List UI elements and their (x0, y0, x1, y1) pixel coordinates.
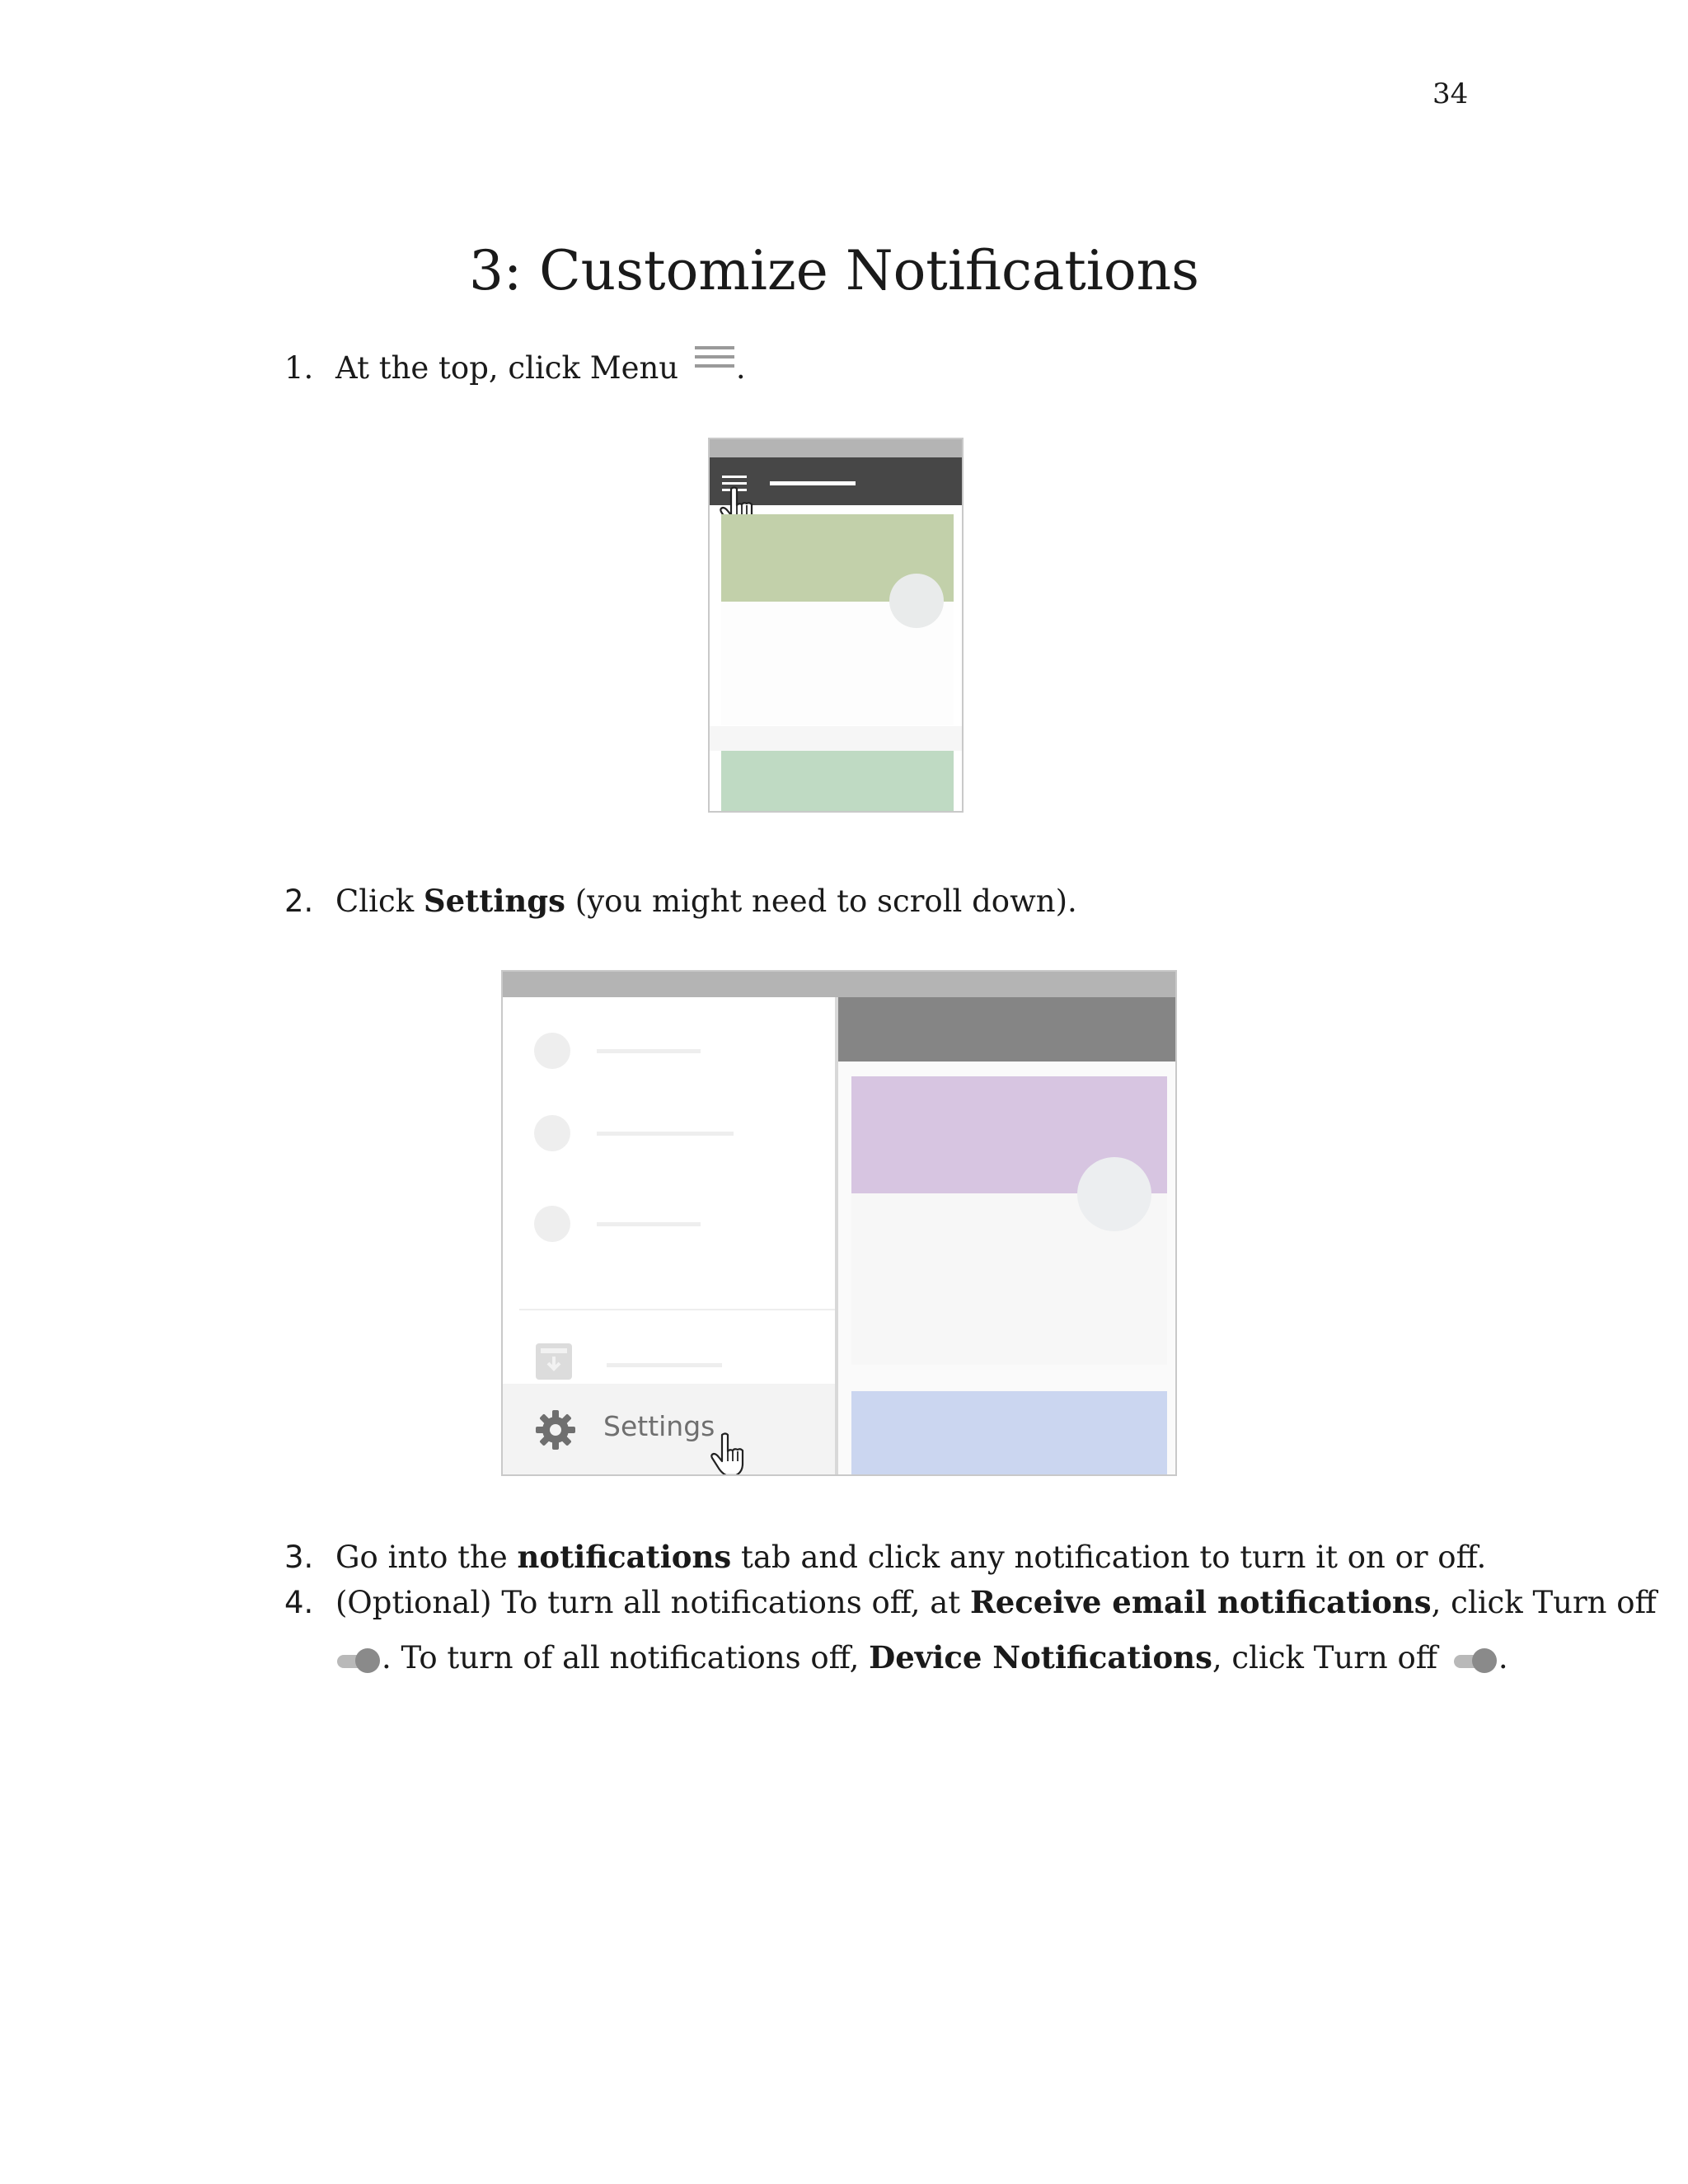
step-number: 1. (284, 350, 314, 386)
step-text-end: . (1498, 1640, 1508, 1675)
drawer-item-label (597, 1049, 701, 1053)
step-number: 2. (284, 883, 314, 919)
step-text: . To turn of all notifications off, (382, 1640, 860, 1675)
gear-icon (534, 1408, 577, 1455)
menu-screenshot (708, 438, 964, 813)
drawer-item-label (607, 1363, 722, 1367)
page-title: 3: Customize Notifications (468, 239, 1200, 302)
background-app-pane (838, 997, 1177, 1476)
step-text: Go into the (335, 1540, 508, 1575)
step-4 (284, 1580, 1657, 1680)
step-text-end: . (735, 350, 746, 386)
step-3 (284, 1535, 1486, 1580)
card-gap (710, 726, 962, 751)
archive-icon (534, 1342, 574, 1385)
settings-screenshot (501, 970, 1177, 1476)
settings-label: Settings (603, 1410, 715, 1442)
hand-cursor-icon (710, 1432, 750, 1476)
step-1 (284, 346, 746, 393)
step-text: , click Turn off (1431, 1585, 1657, 1620)
drawer-item-icon (534, 1115, 570, 1151)
avatar (1077, 1157, 1151, 1231)
drawer-item-icon (534, 1206, 570, 1242)
app-bar-title-placeholder (770, 481, 856, 485)
step-bold-text: Device Notifications (869, 1639, 1212, 1675)
step-text: (Optional) To turn all notifications off, at (335, 1585, 961, 1620)
status-bar (503, 972, 1175, 997)
content-card-image (721, 751, 954, 813)
step-number: 3. (284, 1540, 314, 1575)
step-text: At the top, click Menu (335, 350, 679, 386)
step-text: , click Turn off (1212, 1640, 1438, 1675)
drawer-item-label (597, 1132, 734, 1136)
step-text-end: (you might need to scroll down). (574, 883, 1077, 919)
step-text: Click (335, 883, 415, 919)
drawer-item-label (597, 1222, 701, 1226)
step-bold-text: Settings (423, 883, 565, 919)
drawer-divider (519, 1309, 835, 1310)
step-number: 4. (284, 1585, 314, 1620)
menu-icon (693, 340, 736, 385)
toggle-off-icon (1452, 1647, 1498, 1675)
toggle-off-icon (335, 1647, 382, 1675)
settings-menu-item[interactable] (503, 1384, 835, 1476)
avatar (889, 574, 944, 628)
step-bold-text: Receive email notifications (969, 1584, 1432, 1620)
content-card-image (851, 1391, 1167, 1476)
navigation-drawer (503, 997, 838, 1476)
drawer-item-icon (534, 1033, 570, 1069)
step-text-end: tab and click any notification to turn it on or off. (740, 1540, 1487, 1575)
step-2 (284, 879, 1077, 924)
status-bar (710, 439, 962, 457)
page-number: 34 (1432, 77, 1469, 110)
step-bold-text: notifications (517, 1539, 732, 1575)
app-bar (838, 997, 1177, 1062)
